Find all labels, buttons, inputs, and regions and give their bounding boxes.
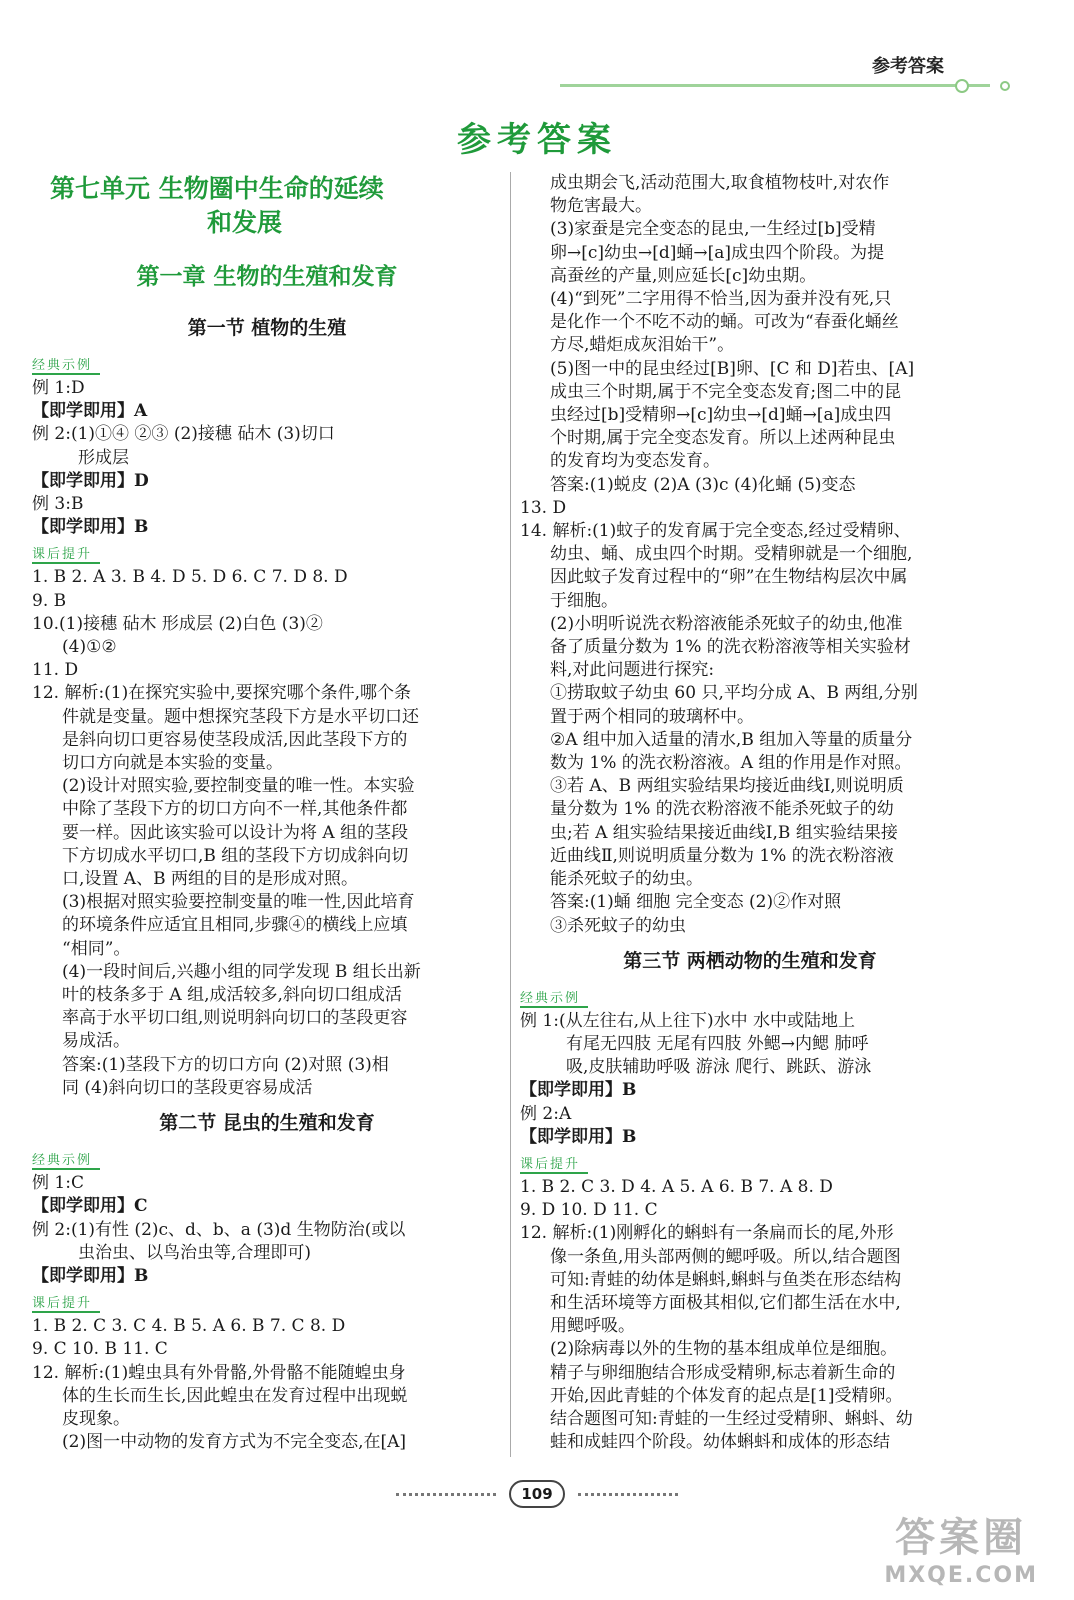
text-line: 可知:青蛙的幼体是蝌蚪,蝌蚪与鱼类在形态结构 [550,1269,902,1290]
text-line: 成虫期会飞,活动范围大,取食植物枝叶,对农作 [550,173,890,193]
unit-title-line-1: 第七单元 生物圈中生命的延续 [50,174,384,203]
section-title-3: 第三节 两栖动物的生殖和发育 [623,949,877,972]
text-line: 卵→[c]幼虫→[d]蛹→[a]成虫四个阶段。为提 [550,242,885,263]
text-line: 12. 解析:(1)刚孵化的蝌蚪有一条扁而长的尾,外形 [520,1223,894,1244]
text-line: 近曲线Ⅱ,则说明质量分数为 1% 的洗衣粉溶液 [550,845,894,866]
text-line: 1. B 2. C 3. C 4. B 5. A 6. B 7. C 8. D [32,1316,346,1337]
text-line: (4)“到死”二字用得不恰当,因为蚕并没有死,只 [550,289,892,310]
text-line: 率高于水平切口组,则说明斜向切口的茎段更容 [62,1008,408,1029]
tag-after-class: 课后提升 [32,1292,100,1313]
running-header: 参考答案 [872,56,944,77]
text-line: 要一样。因此该实验可以设计为将 A 组的茎段 [62,822,409,843]
text-line: 12. 解析:(1)蝗虫具有外骨骼,外骨骼不能随蝗虫身 [32,1362,406,1383]
text-line: 叶的枝条多于 A 组,成活较多,斜向切口组成活 [62,985,402,1006]
watermark-url: MXQE.COM [884,1563,1038,1588]
text-line: 件就是变量。题中想探究茎段下方是水平切口还 [62,706,419,727]
text-line: 高蚕丝的产量,则应延长[c]幼虫期。 [550,265,817,286]
text-line: 料,对此问题进行探究: [550,660,715,681]
text-line: 于细胞。 [550,590,618,611]
text-line: 【即学即用】B [32,1265,149,1286]
tag-after-class: 课后提升 [32,543,100,564]
text-line: (3)家蚕是完全变态的昆虫,一生经过[b]受精 [550,219,876,240]
left-column [32,172,502,1454]
chapter-title: 第一章 生物的生殖和发育 [136,264,398,290]
text-line: 是化作一个不吃不动的蛹。可改为“春蚕化蛹丝 [550,312,899,333]
text-line: 例 1:C [32,1173,84,1194]
header-dot-2 [1000,81,1010,91]
text-line: (4)一段时间后,兴趣小组的同学发现 B 组长出新 [62,961,421,982]
text-line: 例 3:B [32,494,84,515]
text-line: 11. D [32,660,79,681]
text-line: 开始,因此青蛙的个体发育的起点是[1]受精卵。 [550,1385,903,1406]
text-line: 虫;若 A 组实验结果接近曲线Ⅰ,B 组实验结果接 [550,822,898,843]
text-line: 答案:(1)蜕皮 (2)A (3)c (4)化蛹 (5)变态 [550,474,856,495]
text-line: 同 (4)斜向切口的茎段更容易成活 [62,1077,313,1098]
text-line: (3)根据对照实验要控制变量的唯一性,因此培育 [62,892,415,913]
text-line: 下方切成水平切口,B 组的茎段下方切成斜向切 [62,845,409,866]
text-line: 切口方向就是本实验的变量。 [62,753,283,774]
text-line: 个时期,属于完全变态发育。所以上述两种昆虫 [550,428,896,449]
text-line: (5)图一中的昆虫经过[B]卵、[C 和 D]若虫、[A] [550,358,915,379]
tag-after-class: 课后提升 [520,1153,588,1174]
right-column [520,172,980,1454]
text-line: 物危害最大。 [550,196,652,217]
tag-examples: 经典示例 [32,1149,100,1170]
text-line: 有尾无四肢 无尾有四肢 外鳃→内鳃 肺呼 [566,1033,869,1054]
page-number: 109 [509,1480,564,1508]
text-line: 成虫三个时期,属于不完全变态发育;图二中的昆 [550,381,902,402]
text-line: 方尽,蜡炬成灰泪始干”。 [550,335,735,356]
text-line: 例 2:(1)有性 (2)c、d、b、a (3)d 生物防治(或以 [32,1219,406,1240]
text-line: 置于两个相同的玻璃杯中。 [550,706,754,727]
tag-examples: 经典示例 [520,987,588,1008]
text-line: 形成层 [78,447,129,468]
text-line: 是斜向切口更容易使茎段成活,因此茎段下方的 [62,729,408,750]
text-line: 【即学即用】C [32,1196,148,1217]
text-line: 吸,皮肤辅助呼吸 游泳 爬行、跳跃、游泳 [566,1057,872,1078]
page-title: 参考答案 [457,120,617,160]
text-line: 12. 解析:(1)在探究实验中,要探究哪个条件,哪个条 [32,683,412,704]
text-line: 14. 解析:(1)蚊子的发育属于完全变态,经过受精卵、 [520,521,911,542]
text-line: ③若 A、B 两组实验结果均接近曲线Ⅰ,则说明质 [550,776,904,797]
text-line: 的环境条件应适宜且相同,步骤④的横线上应填 [62,915,408,936]
text-line: 结合题图可知:青蛙的一生经过受精卵、蝌蚪、幼 [550,1408,913,1429]
text-line: 易成活。 [62,1031,130,1052]
text-line: ①捞取蚊子幼虫 60 只,平均分成 A、B 两组,分别 [550,683,918,704]
text-line: 答案:(1)茎段下方的切口方向 (2)对照 (3)相 [62,1054,389,1075]
text-line: 量分数为 1% 的洗衣粉溶液不能杀死蚊子的幼 [550,799,894,820]
watermark-text: 答案圈 [895,1515,1028,1561]
text-line: 1. B 2. A 3. B 4. D 5. D 6. C 7. D 8. D [32,567,348,588]
text-line: (2)图一中动物的发育方式为不完全变态,在[A] [62,1432,407,1453]
column-divider [510,172,511,1457]
text-line: 1. B 2. C 3. D 4. A 5. A 6. B 7. A 8. D [520,1176,833,1197]
text-line: 例 1:D [32,378,85,398]
text-line: 用鳃呼吸。 [550,1316,635,1337]
text-line: (2)小明听说洗衣粉溶液能杀死蚊子的幼虫,他准 [550,613,903,634]
text-line: 【即学即用】B [520,1080,637,1101]
unit-title-line-2: 和发展 [207,208,283,237]
text-line: (2)除病毒以外的生物的基本组成单位是细胞。 [550,1339,898,1360]
text-line: “相同”。 [62,938,131,959]
text-line: ②A 组中加入适量的清水,B 组加入等量的质量分 [550,729,913,750]
text-line: ③杀死蚊子的幼虫 [550,915,686,936]
text-line: 答案:(1)蛹 细胞 完全变态 (2)②作对照 [550,892,842,913]
section-title-1: 第一节 植物的生殖 [187,317,347,339]
text-line: 9. D 10. D 11. C [520,1200,658,1221]
text-line: 9. C 10. B 11. C [32,1339,168,1360]
text-line: 皮现象。 [62,1408,130,1429]
text-line: 备了质量分数为 1% 的洗衣粉溶液等相关实验材 [550,637,911,658]
text-line: 像一条鱼,用头部两侧的鳃呼吸。所以,结合题图 [550,1246,901,1267]
page-footer [0,1480,1074,1508]
footer-dots-left [396,1493,496,1496]
text-line: 【即学即用】B [520,1126,637,1147]
header-dot-1 [955,79,969,93]
text-line: 13. D [520,497,567,518]
footer-dots-right [578,1493,678,1496]
text-line: 和生活环境等方面极其相似,它们都生活在水中, [550,1292,901,1313]
text-line: 数为 1% 的洗衣粉溶液。A 组的作用是作对照。 [550,753,912,774]
text-line: 【即学即用】D [32,470,149,491]
text-line: 幼虫、蛹、成虫四个时期。受精卵就是一个细胞, [550,544,913,565]
text-line: 9. B [32,590,67,611]
text-line: 的发育均为变态发育。 [550,451,720,472]
text-line: 例 2:(1)①④ ②③ (2)接穗 砧木 (3)切口 [32,424,335,445]
text-line: 体的生长而生长,因此蝗虫在发育过程中出现蜕 [62,1385,408,1406]
text-line: 口,设置 A、B 两组的目的是形成对照。 [62,869,358,890]
text-line: 能杀死蚊子的幼虫。 [550,869,703,890]
text-line: 例 1:(从左往右,从上往下)水中 水中或陆地上 [520,1010,856,1031]
text-line: 【即学即用】A [32,401,148,422]
text-line: 虫经过[b]受精卵→[c]幼虫→[d]蛹→[a]成虫四 [550,405,892,426]
text-line: 中除了茎段下方的切口方向不一样,其他条件都 [62,799,408,820]
tag-examples: 经典示例 [32,354,100,375]
text-line: 虫治虫、以鸟治虫等,合理即可) [78,1242,312,1263]
text-line: 例 2:A [520,1103,572,1124]
section-title-2: 第二节 昆虫的生殖和发育 [159,1112,375,1135]
text-line: 因此蚊子发育过程中的“卵”在生物结构层次中属 [550,567,908,588]
text-line: 【即学即用】B [32,517,149,538]
watermark-logo [884,1506,1038,1588]
text-line: (2)设计对照实验,要控制变量的唯一性。本实验 [62,776,415,797]
text-line: 精子与卵细胞结合形成受精卵,标志着新生命的 [550,1362,896,1383]
text-line: 10.(1)接穗 砧木 形成层 (2)白色 (3)② [32,613,323,634]
header-rule-left [560,84,800,87]
text-line: 蛙和成蛙四个阶段。幼体蝌蚪和成体的形态结 [550,1432,890,1453]
text-line: (4)①② [62,637,117,658]
